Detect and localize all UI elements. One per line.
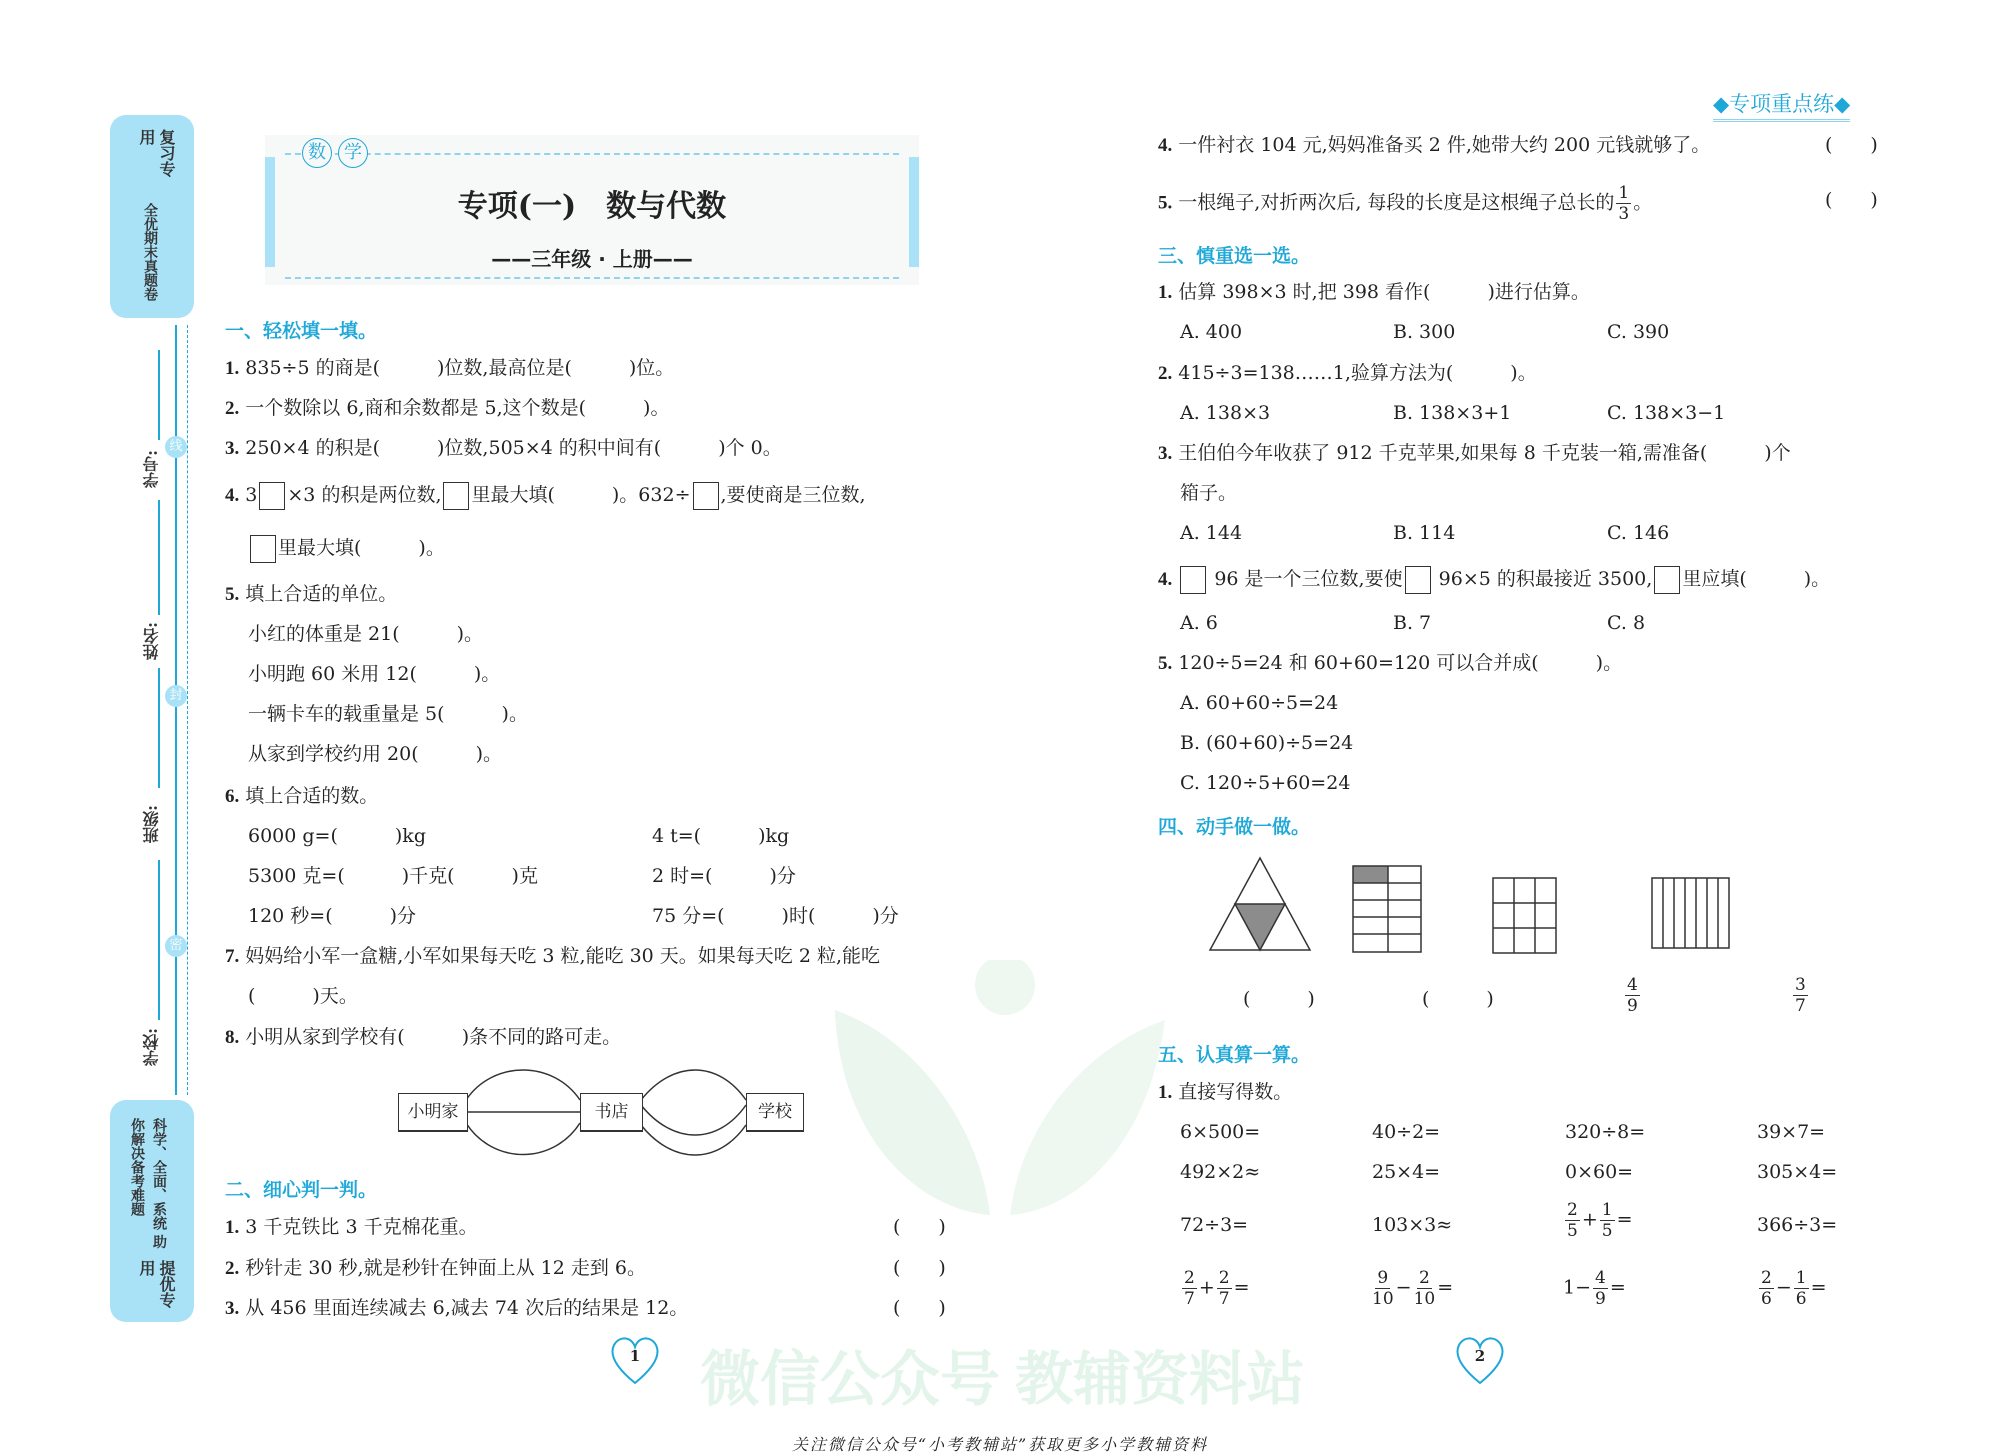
side-tab-bottom-text: 科学、全面、系统 助你解决备考难题	[129, 1118, 167, 1249]
binding-dashed-line	[187, 325, 188, 1095]
judge-answer[interactable]: ( )	[893, 1297, 946, 1319]
answer-box[interactable]	[1654, 566, 1680, 594]
watermark-text-1: 微信公众号	[700, 1345, 1000, 1415]
field-class: 班级:	[142, 805, 161, 843]
option[interactable]: A. 400	[1180, 321, 1243, 343]
answer-box[interactable]	[259, 482, 285, 510]
s1-q7-cont: ( )天。	[248, 985, 358, 1007]
route-diagram	[398, 1065, 808, 1165]
s1-q1: 1. 835÷5 的商是( )位数,最高位是( )位。	[225, 357, 675, 379]
map-node-home: 小明家	[398, 1093, 468, 1132]
seal-mark-3: 密	[165, 935, 187, 957]
option[interactable]: C. 390	[1607, 321, 1670, 343]
s1-q6-item: 75 分=( )时( )分	[652, 905, 899, 927]
page-title: 专项(一) 数与代数	[457, 189, 727, 224]
answer-box[interactable]	[443, 482, 469, 510]
s1-q6-item: 120 秒=( )分	[248, 905, 417, 927]
s1-q6-item: 6000 g=( )kg	[248, 825, 426, 847]
s1-q4-cont: 里最大填( )。	[248, 535, 445, 563]
s1-q6: 6. 填上合适的数。	[225, 785, 379, 807]
s2-q5: 5. 一根绳子,对折两次后, 每段的长度是这根绳子总长的 $\frac{1}{3}$ 。	[1158, 183, 1653, 224]
s3-q5: 5. 120÷5=24 和 60+60=120 可以合并成( )。	[1158, 652, 1623, 674]
s2-q4: 4. 一件衬衣 104 元,妈妈准备买 2 件,她带大约 200 元钱就够了。	[1158, 134, 1711, 156]
option[interactable]: C. 146	[1607, 522, 1670, 544]
calc: 6×500=	[1180, 1121, 1261, 1143]
fraction: $\frac{1}{3}$	[1618, 183, 1630, 224]
right-header: ◆专项重点练◆	[1713, 88, 1850, 122]
figure-answer[interactable]: ( )	[1243, 988, 1315, 1010]
option[interactable]: A. 138×3	[1180, 402, 1271, 424]
grid-2x5-figure	[1353, 866, 1421, 952]
figure-answer[interactable]: ( )	[1422, 988, 1494, 1010]
triangle-figure	[1210, 858, 1310, 950]
option[interactable]: C. 138×3−1	[1607, 402, 1726, 424]
watermark-text-2: 教辅资料站	[1015, 1345, 1306, 1413]
seal-mark-2: 封	[165, 685, 187, 707]
s2-q1: 1. 3 千克铁比 3 千克棉花重。	[225, 1216, 478, 1238]
side-tab-top-text: 全优期末真题卷	[142, 203, 158, 301]
s2-q2: 2. 秒针走 30 秒,就是秒针在钟面上从 12 走到 6。	[225, 1257, 646, 1279]
s1-q6-item: 5300 克=( )千克( )克	[248, 865, 538, 887]
page-number-2: 2	[1453, 1335, 1507, 1385]
s3-q1: 1. 估算 398×3 时,把 398 看作( )进行估算。	[1158, 281, 1590, 303]
calc: $\frac{2}{7}$ + $\frac{2}{7}$ =	[1184, 1268, 1250, 1309]
calc: 103×3≈	[1372, 1214, 1453, 1236]
title-banner	[265, 135, 919, 285]
page-number-1: 1	[608, 1335, 662, 1385]
s1-q7: 7. 妈妈给小军一盒糖,小军如果每天吃 3 粒,能吃 30 天。如果每天吃 2 粒,能吃	[225, 945, 881, 967]
s2-q3: 3. 从 456 里面连续减去 6,减去 74 次后的结果是 12。	[225, 1297, 689, 1319]
section-1-title: 一、轻松填一填。	[225, 320, 378, 342]
field-line-1	[158, 350, 160, 440]
calc: 72÷3=	[1180, 1214, 1249, 1236]
subject-badge-1: 数	[302, 138, 332, 168]
subject-badge-2: 学	[338, 138, 368, 168]
grid-3x3-figure	[1493, 878, 1556, 953]
map-node-school: 学校	[746, 1093, 804, 1132]
answer-box[interactable]	[250, 535, 276, 563]
section-4-title: 四、动手做一做。	[1158, 816, 1311, 838]
field-line-2	[158, 500, 160, 615]
section-5-title: 五、认真算一算。	[1158, 1044, 1311, 1066]
option[interactable]: C. 8	[1607, 612, 1646, 634]
calc: 492×2≈	[1180, 1161, 1261, 1183]
s3-q3-cont: 箱子。	[1180, 482, 1238, 504]
answer-box[interactable]	[693, 482, 719, 510]
option[interactable]: B. 138×3+1	[1393, 402, 1512, 424]
side-tab-bottom	[110, 1100, 194, 1322]
calc: 305×4=	[1757, 1161, 1838, 1183]
field-line-4	[158, 860, 160, 1020]
fraction-3-7: $\frac{3}{7}$	[1795, 975, 1806, 1016]
field-school: 学校:	[142, 1028, 161, 1066]
option[interactable]: A. 144	[1180, 522, 1243, 544]
s1-q3: 3. 250×4 的积是( )位数,505×4 的积中间有( )个 0。	[225, 437, 782, 459]
s1-q8: 8. 小明从家到学校有( )条不同的路可走。	[225, 1026, 622, 1048]
calc: $\frac{2}{6}$ − $\frac{1}{6}$ =	[1761, 1268, 1827, 1309]
option[interactable]: B. 114	[1393, 522, 1456, 544]
calc: 320÷8=	[1565, 1121, 1646, 1143]
answer-box[interactable]	[1180, 566, 1206, 594]
calc: $\frac{9}{10}$ − $\frac{2}{10}$ =	[1372, 1268, 1454, 1309]
field-line-3	[158, 668, 160, 788]
s3-q4: 4. 96 是一个三位数,要使 96×5 的积最接近 3500, 里应填( )。	[1158, 566, 1830, 594]
s1-q5-item: 一辆卡车的载重量是 5( )。	[248, 703, 528, 725]
answer-box[interactable]	[1405, 566, 1431, 594]
fraction-4-9: $\frac{4}{9}$	[1627, 975, 1638, 1016]
seal-mark-1: 线	[165, 436, 187, 458]
option[interactable]: A. 60+60÷5=24	[1180, 692, 1339, 714]
option[interactable]: A. 6	[1180, 612, 1218, 634]
calc: $\frac{2}{5}$ + $\frac{1}{5}$ =	[1567, 1200, 1633, 1241]
option[interactable]: B. (60+60)÷5=24	[1180, 732, 1354, 754]
side-badge-top: 复习专用	[137, 129, 176, 177]
fraction-figures	[1200, 850, 1960, 970]
s3-q3: 3. 王伯伯今年收获了 912 千克苹果,如果每 8 千克装一箱,需准备( )个	[1158, 442, 1791, 464]
calc: 40÷2=	[1372, 1121, 1441, 1143]
judge-answer[interactable]: ( )	[893, 1257, 946, 1279]
s1-q5: 5. 填上合适的单位。	[225, 583, 398, 605]
s1-q4: 4. 3 ×3 的积是两位数, 里最大填( )。632÷ ,要使商是三位数,	[225, 482, 866, 510]
section-3-title: 三、慎重选一选。	[1158, 245, 1311, 267]
s5-q1: 1. 直接写得数。	[1158, 1081, 1293, 1103]
s3-q2: 2. 415÷3=138……1,验算方法为( )。	[1158, 362, 1537, 384]
judge-answer[interactable]: ( )	[893, 1216, 946, 1238]
s1-q2: 2. 一个数除以 6,商和余数都是 5,这个数是( )。	[225, 397, 670, 419]
s1-q6-item: 2 时=( )分	[652, 865, 796, 887]
option[interactable]: C. 120÷5+60=24	[1180, 772, 1351, 794]
s1-q6-item: 4 t=( )kg	[652, 825, 790, 847]
field-name: 姓名:	[142, 622, 161, 660]
calc: 39×7=	[1757, 1121, 1826, 1143]
map-node-bookstore: 书店	[580, 1093, 643, 1132]
section-2-title: 二、细心判一判。	[225, 1179, 378, 1201]
judge-answer[interactable]: ( )	[1825, 134, 1878, 156]
calc: 366÷3=	[1757, 1214, 1838, 1236]
calc: 25×4=	[1372, 1161, 1441, 1183]
page-subtitle: ——三年级 · 上册——	[491, 247, 693, 271]
s1-q5-item: 从家到学校约用 20( )。	[248, 743, 503, 765]
s1-q5-item: 小明跑 60 米用 12( )。	[248, 663, 501, 685]
side-badge-bottom: 提优专用	[137, 1260, 176, 1308]
strips-7-figure	[1652, 878, 1729, 948]
side-tab-top	[110, 115, 194, 318]
field-student-id: 学号:	[142, 450, 161, 488]
watermark-logo	[830, 960, 1170, 1220]
option[interactable]: B. 300	[1393, 321, 1456, 343]
s1-q5-item: 小红的体重是 21( )。	[248, 623, 484, 645]
footer-note: 关注微信公众号“小考教辅站”获取更多小学教辅资料	[791, 1435, 1209, 1454]
option[interactable]: B. 7	[1393, 612, 1432, 634]
judge-answer[interactable]: ( )	[1825, 189, 1878, 211]
calc: 1− $\frac{4}{9}$ =	[1563, 1268, 1626, 1309]
calc: 0×60=	[1565, 1161, 1634, 1183]
